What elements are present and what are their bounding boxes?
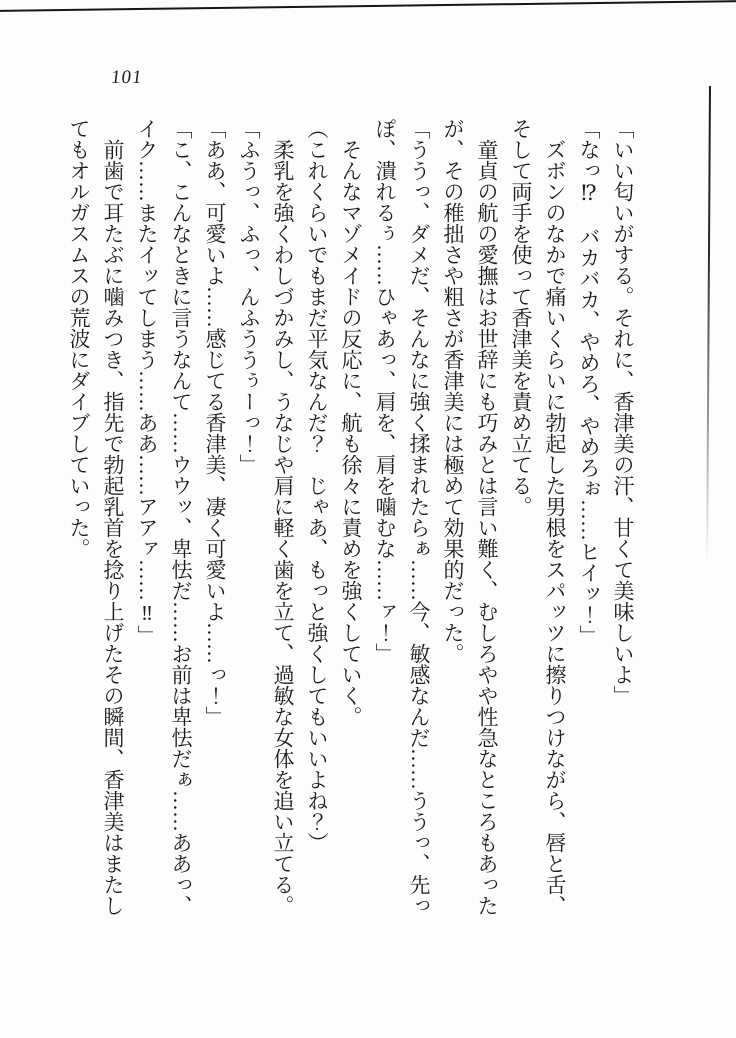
paragraph: 柔乳を強くわしづかみし、うなじや肩に軽く歯を立て、過敏な女体を追い立てる。	[271, 139, 295, 916]
paragraph: 「いい匂いがする。それに、香津美の汗、甘くて美味しいよ」	[611, 118, 635, 706]
scan-artifact-line	[706, 86, 711, 564]
paragraph: （これくらいでもまだ平気なんだ？ じゃあ、もっと強くしてもいいよね？）	[305, 118, 329, 853]
paragraph: 「ふうっ、ふっ、んふううぅーっ！」	[237, 118, 261, 475]
vertical-text-body	[62, 118, 640, 918]
paragraph: 前歯で耳たぶに噛みつき、指先で勃起乳首を捻り上げたその瞬間、香津美はまたしてもオルガスムスの荒波にダイブしていった。	[67, 118, 125, 916]
paragraph: 童貞の航の愛撫はお世辞にも巧みとは言い難く、むしろやや性急なところもあったが、その稚拙さや粗さが香津美には極めて効果的だった。	[441, 118, 499, 916]
page-number: 101	[109, 67, 144, 88]
top-scan-rule	[0, 0, 736, 12]
paragraph: そんなマゾメイドの反応に、航も徐々に責めを強くしていく。	[339, 139, 363, 727]
paragraph: 「ああ、可愛いよ……感じてる香津美、凄く可愛いよ……っ！」	[203, 118, 227, 727]
paragraph: 「ううっ、ダメだ、そんなに強く揉まれたらぁ……今、敏感なんだ……ううっ、先っぽ、潰れるぅ……ひゃあっ、肩を、肩を噛むな……ァ！」	[373, 118, 431, 916]
paragraph: 「なっ⁉ バカバカ、やめろ、やめろぉ……ヒイッ！」	[577, 118, 601, 646]
paragraph: ズボンのなかで痛いくらいに勃起した男根をスパッツに擦りつけながら、唇と舌、そして両手を使って香津美を責め立てる。	[509, 118, 567, 916]
paragraph: 「こ、こんなときに言うなんて……ウウッ、卑怯だ……お前は卑怯だぁ……ああっ、イク……またイッてしまう……ああ……アアァ……‼」	[135, 118, 193, 916]
